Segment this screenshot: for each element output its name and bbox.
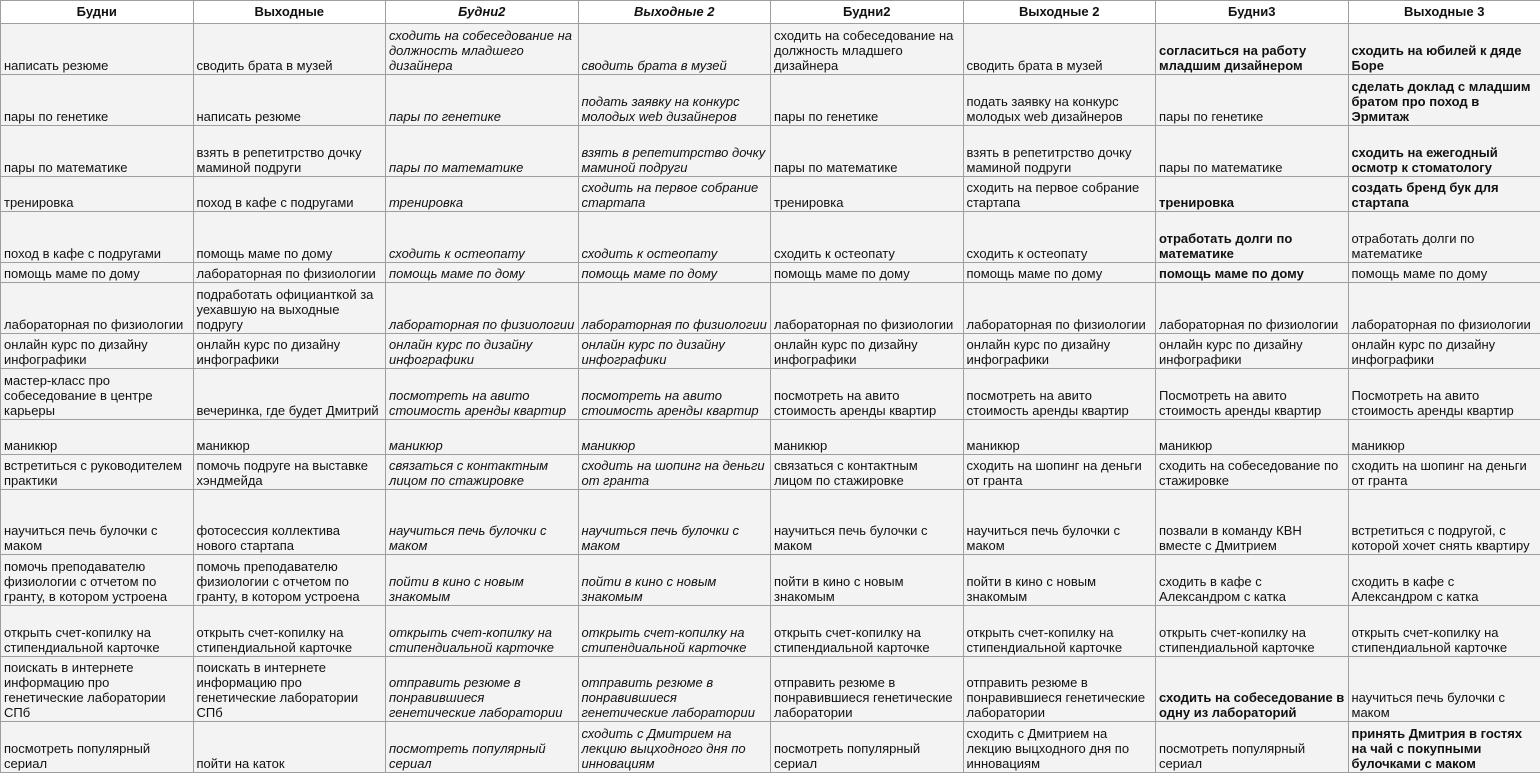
table-cell[interactable] bbox=[1348, 555, 1540, 606]
cell-text: помощь маме по дому bbox=[967, 266, 1153, 281]
cell-text: встретиться с подругой, с которой хочет снять квартиру bbox=[1352, 523, 1538, 553]
cell-text: посмотреть популярный сериал bbox=[1159, 741, 1345, 771]
table-cell[interactable] bbox=[578, 657, 771, 722]
table-cell[interactable] bbox=[386, 75, 579, 126]
table-cell[interactable] bbox=[1348, 177, 1540, 212]
cell-text: подработать официанткой за уехавшую на выходные подругу bbox=[197, 287, 383, 332]
table-cell[interactable] bbox=[1156, 490, 1349, 555]
table-cell[interactable] bbox=[578, 212, 771, 263]
column-header[interactable]: Выходные 2 bbox=[578, 1, 771, 24]
column-header[interactable]: Выходные bbox=[193, 1, 386, 24]
cell-text: открыть счет-копилку на стипендиальной карточке bbox=[582, 625, 768, 655]
cell-text: пары по генетике bbox=[774, 109, 960, 124]
cell-text: посмотреть на авито стоимость аренды квартир bbox=[967, 388, 1153, 418]
cell-text: сходить к остеопату bbox=[967, 246, 1153, 261]
table-cell[interactable] bbox=[1156, 555, 1349, 606]
table-cell[interactable] bbox=[386, 555, 579, 606]
table-cell[interactable] bbox=[963, 722, 1156, 773]
table-cell[interactable] bbox=[1348, 606, 1540, 657]
table-cell[interactable] bbox=[771, 212, 964, 263]
table-cell[interactable] bbox=[193, 657, 386, 722]
table-cell[interactable] bbox=[1156, 334, 1349, 369]
table-cell[interactable] bbox=[771, 126, 964, 177]
cell-text: научиться печь булочки с маком bbox=[1352, 690, 1538, 720]
table-cell[interactable] bbox=[1, 722, 194, 773]
cell-text: посмотреть на авито стоимость аренды квартир bbox=[582, 388, 768, 418]
cell-text: сходить на шопинг на деньги от гранта bbox=[1352, 458, 1538, 488]
cell-text: фотосессия коллектива нового стартапа bbox=[197, 523, 383, 553]
table-cell[interactable] bbox=[578, 177, 771, 212]
cell-text: сходить на собеседование на должность младшего дизайнера bbox=[774, 28, 960, 73]
table-cell[interactable] bbox=[771, 555, 964, 606]
table-cell[interactable] bbox=[771, 455, 964, 490]
cell-text: научиться печь булочки с маком bbox=[389, 523, 575, 553]
table-cell[interactable] bbox=[771, 263, 964, 283]
cell-text: посмотреть на авито стоимость аренды квартир bbox=[389, 388, 575, 418]
cell-text: пары по математике bbox=[1159, 160, 1345, 175]
column-header[interactable]: Будни2 bbox=[771, 1, 964, 24]
column-header[interactable]: Выходные 3 bbox=[1348, 1, 1540, 24]
cell-text: маникюр bbox=[197, 438, 383, 453]
table-cell[interactable] bbox=[193, 490, 386, 555]
table-cell[interactable] bbox=[1348, 126, 1540, 177]
table-cell[interactable] bbox=[386, 334, 579, 369]
table-cell[interactable] bbox=[771, 490, 964, 555]
cell-text: вечеринка, где будет Дмитрий bbox=[197, 403, 383, 418]
table-header bbox=[1, 1, 1540, 24]
table-cell[interactable] bbox=[1156, 455, 1349, 490]
table-cell[interactable] bbox=[1348, 75, 1540, 126]
cell-text: сходить к остеопату bbox=[774, 246, 960, 261]
table-cell[interactable] bbox=[1348, 283, 1540, 334]
table-cell[interactable] bbox=[578, 369, 771, 420]
cell-text: научиться печь булочки с маком bbox=[967, 523, 1153, 553]
cell-text: подать заявку на конкурс молодых web дизайнеров bbox=[582, 94, 768, 124]
table-cell[interactable] bbox=[578, 126, 771, 177]
table-row bbox=[1, 657, 1540, 722]
table-row bbox=[1, 263, 1540, 283]
cell-text: позвали в команду КВН вместе с Дмитрием bbox=[1159, 523, 1345, 553]
cell-text: маникюр bbox=[4, 438, 190, 453]
cell-text: сходить на юбилей к дяде Боре bbox=[1352, 43, 1538, 73]
cell-text: сходить в кафе с Александром с катка bbox=[1352, 574, 1538, 604]
cell-text: открыть счет-копилку на стипендиальной карточке bbox=[1352, 625, 1538, 655]
column-header[interactable]: Будни2 bbox=[386, 1, 579, 24]
table-cell[interactable] bbox=[578, 263, 771, 283]
cell-text: маникюр bbox=[389, 438, 575, 453]
table-cell[interactable] bbox=[771, 334, 964, 369]
cell-text: сходить на собеседование на должность младшего дизайнера bbox=[389, 28, 575, 73]
cell-text: подать заявку на конкурс молодых web дизайнеров bbox=[967, 94, 1153, 124]
table-cell[interactable] bbox=[578, 490, 771, 555]
cell-text: научиться печь булочки с маком bbox=[774, 523, 960, 553]
table-cell[interactable] bbox=[193, 455, 386, 490]
cell-text: помощь маме по дому bbox=[1159, 266, 1345, 281]
cell-text: онлайн курс по дизайну инфографики bbox=[1352, 337, 1538, 367]
cell-text: онлайн курс по дизайну инфографики bbox=[1159, 337, 1345, 367]
table-cell[interactable] bbox=[193, 24, 386, 75]
table-cell[interactable] bbox=[193, 212, 386, 263]
table-row bbox=[1, 606, 1540, 657]
cell-text: сходить к остеопату bbox=[389, 246, 575, 261]
table-cell[interactable] bbox=[578, 420, 771, 455]
table-cell[interactable] bbox=[1, 555, 194, 606]
cell-text: сходить на ежегодный осмотр к стоматологу bbox=[1352, 145, 1538, 175]
cell-text: написать резюме bbox=[4, 58, 190, 73]
table-row bbox=[1, 75, 1540, 126]
table-cell[interactable] bbox=[1156, 283, 1349, 334]
table-cell[interactable] bbox=[1, 283, 194, 334]
cell-text: сходить на первое собрание стартапа bbox=[582, 180, 768, 210]
cell-text: мастер-класс про собеседование в центре карьеры bbox=[4, 373, 190, 418]
table-cell[interactable] bbox=[771, 75, 964, 126]
column-header[interactable]: Будни3 bbox=[1156, 1, 1349, 24]
table-row bbox=[1, 455, 1540, 490]
cell-text: открыть счет-копилку на стипендиальной карточке bbox=[4, 625, 190, 655]
cell-text: лабораторная по физиологии bbox=[389, 317, 575, 332]
cell-text: посмотреть на авито стоимость аренды квартир bbox=[774, 388, 960, 418]
cell-text: помощь маме по дому bbox=[197, 246, 383, 261]
table-cell[interactable] bbox=[963, 24, 1156, 75]
cell-text: поход в кафе с подругами bbox=[197, 195, 383, 210]
cell-text: помочь преподавателю физиологии с отчетом по гранту, в котором устроена bbox=[197, 559, 383, 604]
cell-text: онлайн курс по дизайну инфографики bbox=[197, 337, 383, 367]
cell-text: сходить с Дмитрием на лекцию выцходного дня по инновациям bbox=[582, 726, 768, 771]
cell-text: связаться с контактным лицом по стажировке bbox=[774, 458, 960, 488]
table-cell[interactable] bbox=[771, 657, 964, 722]
table-row bbox=[1, 555, 1540, 606]
table-cell[interactable] bbox=[1, 490, 194, 555]
table-cell[interactable] bbox=[386, 606, 579, 657]
cell-text: лабораторная по физиологии bbox=[1352, 317, 1538, 332]
table-cell[interactable] bbox=[1, 606, 194, 657]
cell-text: отработать долги по математике bbox=[1352, 231, 1538, 261]
table-cell[interactable] bbox=[386, 126, 579, 177]
table-cell[interactable] bbox=[578, 455, 771, 490]
table-cell[interactable] bbox=[1, 212, 194, 263]
table-row bbox=[1, 283, 1540, 334]
table-cell[interactable] bbox=[1156, 75, 1349, 126]
table-cell[interactable] bbox=[1348, 24, 1540, 75]
cell-text: научиться печь булочки с маком bbox=[4, 523, 190, 553]
cell-text: связаться с контактным лицом по стажировке bbox=[389, 458, 575, 488]
cell-text: онлайн курс по дизайну инфографики bbox=[774, 337, 960, 367]
cell-text: взять в репетитрство дочку маминой подруги bbox=[197, 145, 383, 175]
cell-text: пары по генетике bbox=[1159, 109, 1345, 124]
table-body bbox=[1, 24, 1540, 773]
cell-text: помощь маме по дому bbox=[389, 266, 575, 281]
table-cell[interactable] bbox=[771, 283, 964, 334]
cell-text: поискать в интернете информацию про генетические лаборатории СПб bbox=[197, 660, 383, 720]
table-cell[interactable] bbox=[963, 420, 1156, 455]
cell-text: сделать доклад с младшим братом про поход в Эрмитаж bbox=[1352, 79, 1538, 124]
cell-text: сходить с Дмитрием на лекцию выцходного дня по инновациям bbox=[967, 726, 1153, 771]
table-cell[interactable] bbox=[386, 455, 579, 490]
cell-text: сходить на собеседование в одну из лабораторий bbox=[1159, 690, 1345, 720]
table-cell[interactable] bbox=[1156, 657, 1349, 722]
table-cell[interactable] bbox=[386, 722, 579, 773]
table-cell[interactable] bbox=[193, 126, 386, 177]
cell-text: сводить брата в музей bbox=[582, 58, 768, 73]
cell-text: пары по математике bbox=[4, 160, 190, 175]
table-cell[interactable] bbox=[963, 212, 1156, 263]
cell-text: сходить на шопинг на деньги от гранта bbox=[582, 458, 768, 488]
cell-text: сводить брата в музей bbox=[197, 58, 383, 73]
cell-text: научиться печь булочки с маком bbox=[582, 523, 768, 553]
cell-text: онлайн курс по дизайну инфографики bbox=[389, 337, 575, 367]
cell-text: открыть счет-копилку на стипендиальной карточке bbox=[1159, 625, 1345, 655]
cell-text: пары по математике bbox=[389, 160, 575, 175]
cell-text: онлайн курс по дизайну инфографики bbox=[4, 337, 190, 367]
table-cell[interactable] bbox=[1156, 369, 1349, 420]
cell-text: открыть счет-копилку на стипендиальной карточке bbox=[197, 625, 383, 655]
table-row bbox=[1, 722, 1540, 773]
cell-text: отправить резюме в понравившиеся генетические лаборатории bbox=[774, 675, 960, 720]
table-cell[interactable] bbox=[1156, 420, 1349, 455]
cell-text: сходить в кафе с Александром с катка bbox=[1159, 574, 1345, 604]
table-cell[interactable] bbox=[386, 212, 579, 263]
cell-text: поход в кафе с подругами bbox=[4, 246, 190, 261]
cell-text: тренировка bbox=[389, 195, 575, 210]
cell-text: пойти на каток bbox=[197, 756, 383, 771]
cell-text: создать бренд бук для стартапа bbox=[1352, 180, 1538, 210]
cell-text: сводить брата в музей bbox=[967, 58, 1153, 73]
table-cell[interactable] bbox=[1348, 722, 1540, 773]
cell-text: лабораторная по физиологии bbox=[774, 317, 960, 332]
cell-text: помочь преподавателю физиологии с отчетом по гранту, в котором устроена bbox=[4, 559, 190, 604]
table-cell[interactable] bbox=[386, 24, 579, 75]
cell-text: посмотреть популярный сериал bbox=[774, 741, 960, 771]
table-cell[interactable] bbox=[1, 263, 194, 283]
table-cell[interactable] bbox=[1, 75, 194, 126]
table-cell[interactable] bbox=[1348, 420, 1540, 455]
cell-text: отработать долги по математике bbox=[1159, 231, 1345, 261]
table-cell[interactable] bbox=[193, 263, 386, 283]
cell-text: пойти в кино с новым знакомым bbox=[967, 574, 1153, 604]
table-cell[interactable] bbox=[963, 283, 1156, 334]
table-cell[interactable] bbox=[963, 555, 1156, 606]
table-cell[interactable] bbox=[193, 177, 386, 212]
table-cell[interactable] bbox=[1156, 722, 1349, 773]
table-cell[interactable] bbox=[963, 75, 1156, 126]
table-cell[interactable] bbox=[963, 657, 1156, 722]
table-cell[interactable] bbox=[193, 334, 386, 369]
table-cell[interactable] bbox=[578, 75, 771, 126]
table-cell[interactable] bbox=[1348, 657, 1540, 722]
table-cell[interactable] bbox=[578, 722, 771, 773]
cell-text: открыть счет-копилку на стипендиальной карточке bbox=[389, 625, 575, 655]
cell-text: помочь подруге на выставке хэндмейда bbox=[197, 458, 383, 488]
cell-text: открыть счет-копилку на стипендиальной карточке bbox=[774, 625, 960, 655]
table-cell[interactable] bbox=[963, 177, 1156, 212]
table-cell[interactable] bbox=[1156, 24, 1349, 75]
cell-text: лабораторная по физиологии bbox=[1159, 317, 1345, 332]
table-cell[interactable] bbox=[578, 606, 771, 657]
table-cell[interactable] bbox=[963, 455, 1156, 490]
table-cell[interactable] bbox=[1, 420, 194, 455]
table-cell[interactable] bbox=[1348, 490, 1540, 555]
table-cell[interactable] bbox=[1348, 369, 1540, 420]
cell-text: пойти в кино с новым знакомым bbox=[389, 574, 575, 604]
cell-text: пары по генетике bbox=[4, 109, 190, 124]
table-cell[interactable] bbox=[963, 490, 1156, 555]
table-cell[interactable] bbox=[1348, 455, 1540, 490]
table-row bbox=[1, 420, 1540, 455]
cell-text: пары по генетике bbox=[389, 109, 575, 124]
table-cell[interactable] bbox=[386, 263, 579, 283]
table-cell[interactable] bbox=[386, 283, 579, 334]
cell-text: Посмотреть на авито стоимость аренды квартир bbox=[1159, 388, 1345, 418]
table-cell[interactable] bbox=[1, 334, 194, 369]
table-cell[interactable] bbox=[771, 420, 964, 455]
cell-text: маникюр bbox=[774, 438, 960, 453]
cell-text: пойти в кино с новым знакомым bbox=[774, 574, 960, 604]
column-header[interactable]: Будни bbox=[1, 1, 194, 24]
cell-text: пары по математике bbox=[774, 160, 960, 175]
table-cell[interactable] bbox=[386, 177, 579, 212]
table-cell[interactable] bbox=[193, 606, 386, 657]
table-cell[interactable] bbox=[1, 177, 194, 212]
cell-text: маникюр bbox=[967, 438, 1153, 453]
cell-text: отправить резюме в понравившиеся генетические лаборатории bbox=[389, 675, 575, 720]
cell-text: Посмотреть на авито стоимость аренды квартир bbox=[1352, 388, 1538, 418]
table-cell[interactable] bbox=[771, 24, 964, 75]
table-cell[interactable] bbox=[193, 722, 386, 773]
cell-text: маникюр bbox=[582, 438, 768, 453]
table-cell[interactable] bbox=[193, 369, 386, 420]
cell-text: тренировка bbox=[4, 195, 190, 210]
table-row bbox=[1, 490, 1540, 555]
cell-text: лабораторная по физиологии bbox=[197, 266, 383, 281]
cell-text: помощь маме по дому bbox=[4, 266, 190, 281]
table-cell[interactable] bbox=[771, 722, 964, 773]
table-cell[interactable] bbox=[1156, 212, 1349, 263]
cell-text: сходить к остеопату bbox=[582, 246, 768, 261]
cell-text: принять Дмитрия в гостях на чай с покупными булочками с маком bbox=[1352, 726, 1538, 771]
table-cell[interactable] bbox=[193, 555, 386, 606]
cell-text: лабораторная по физиологии bbox=[582, 317, 768, 332]
cell-text: помощь маме по дому bbox=[1352, 266, 1538, 281]
table-cell[interactable] bbox=[1156, 606, 1349, 657]
cell-text: взять в репетитрство дочку маминой подруги bbox=[967, 145, 1153, 175]
cell-text: тренировка bbox=[774, 195, 960, 210]
table-cell[interactable] bbox=[963, 126, 1156, 177]
table-cell[interactable] bbox=[771, 177, 964, 212]
cell-text: онлайн курс по дизайну инфографики bbox=[967, 337, 1153, 367]
cell-text: помощь маме по дому bbox=[582, 266, 768, 281]
table-cell[interactable] bbox=[386, 420, 579, 455]
cell-text: помощь маме по дому bbox=[774, 266, 960, 281]
cell-text: написать резюме bbox=[197, 109, 383, 124]
table-cell[interactable] bbox=[1156, 263, 1349, 283]
table-cell[interactable] bbox=[1348, 334, 1540, 369]
table-cell[interactable] bbox=[1348, 263, 1540, 283]
cell-text: маникюр bbox=[1159, 438, 1345, 453]
table-cell[interactable] bbox=[1, 455, 194, 490]
table-cell[interactable] bbox=[1156, 126, 1349, 177]
cell-text: поискать в интернете информацию про генетические лаборатории СПб bbox=[4, 660, 190, 720]
table-cell[interactable] bbox=[963, 263, 1156, 283]
cell-text: открыть счет-копилку на стипендиальной карточке bbox=[967, 625, 1153, 655]
table-cell[interactable] bbox=[578, 24, 771, 75]
table-cell[interactable] bbox=[193, 420, 386, 455]
table-cell[interactable] bbox=[1, 369, 194, 420]
table-cell[interactable] bbox=[193, 75, 386, 126]
table-cell[interactable] bbox=[1156, 177, 1349, 212]
table-cell[interactable] bbox=[386, 657, 579, 722]
table-cell[interactable] bbox=[1348, 212, 1540, 263]
table-cell[interactable] bbox=[771, 606, 964, 657]
table-row bbox=[1, 369, 1540, 420]
cell-text: тренировка bbox=[1159, 195, 1345, 210]
table-cell[interactable] bbox=[1, 24, 194, 75]
table-cell[interactable] bbox=[578, 283, 771, 334]
table-cell[interactable] bbox=[1, 657, 194, 722]
cell-text: отправить резюме в понравившиеся генетические лаборатории bbox=[582, 675, 768, 720]
table-cell[interactable] bbox=[578, 555, 771, 606]
cell-text: лабораторная по физиологии bbox=[967, 317, 1153, 332]
column-header[interactable]: Выходные 2 bbox=[963, 1, 1156, 24]
cell-text: пойти в кино с новым знакомым bbox=[582, 574, 768, 604]
table-cell[interactable] bbox=[771, 369, 964, 420]
cell-text: маникюр bbox=[1352, 438, 1538, 453]
cell-text: лабораторная по физиологии bbox=[4, 317, 190, 332]
cell-text: встретиться с руководителем практики bbox=[4, 458, 190, 488]
table-cell[interactable] bbox=[386, 490, 579, 555]
table-cell[interactable] bbox=[963, 606, 1156, 657]
table-cell[interactable] bbox=[1, 126, 194, 177]
table-cell[interactable] bbox=[963, 369, 1156, 420]
table-cell[interactable] bbox=[386, 369, 579, 420]
cell-text: взять в репетитрство дочку маминой подруги bbox=[582, 145, 768, 175]
table-cell[interactable] bbox=[963, 334, 1156, 369]
table-row bbox=[1, 177, 1540, 212]
cell-text: посмотреть популярный сериал bbox=[389, 741, 575, 771]
table-row bbox=[1, 212, 1540, 263]
table-row bbox=[1, 126, 1540, 177]
cell-text: согласиться на работу младшим дизайнером bbox=[1159, 43, 1345, 73]
cell-text: онлайн курс по дизайну инфографики bbox=[582, 337, 768, 367]
cell-text: сходить на шопинг на деньги от гранта bbox=[967, 458, 1153, 488]
table-row bbox=[1, 24, 1540, 75]
cell-text: сходить на собеседование по стажировке bbox=[1159, 458, 1345, 488]
table-cell[interactable] bbox=[578, 334, 771, 369]
header-row bbox=[1, 1, 1540, 24]
cell-text: отправить резюме в понравившиеся генетические лаборатории bbox=[967, 675, 1153, 720]
cell-text: сходить на первое собрание стартапа bbox=[967, 180, 1153, 210]
cell-text: посмотреть популярный сериал bbox=[4, 741, 190, 771]
table-row bbox=[1, 334, 1540, 369]
table-cell[interactable] bbox=[193, 283, 386, 334]
